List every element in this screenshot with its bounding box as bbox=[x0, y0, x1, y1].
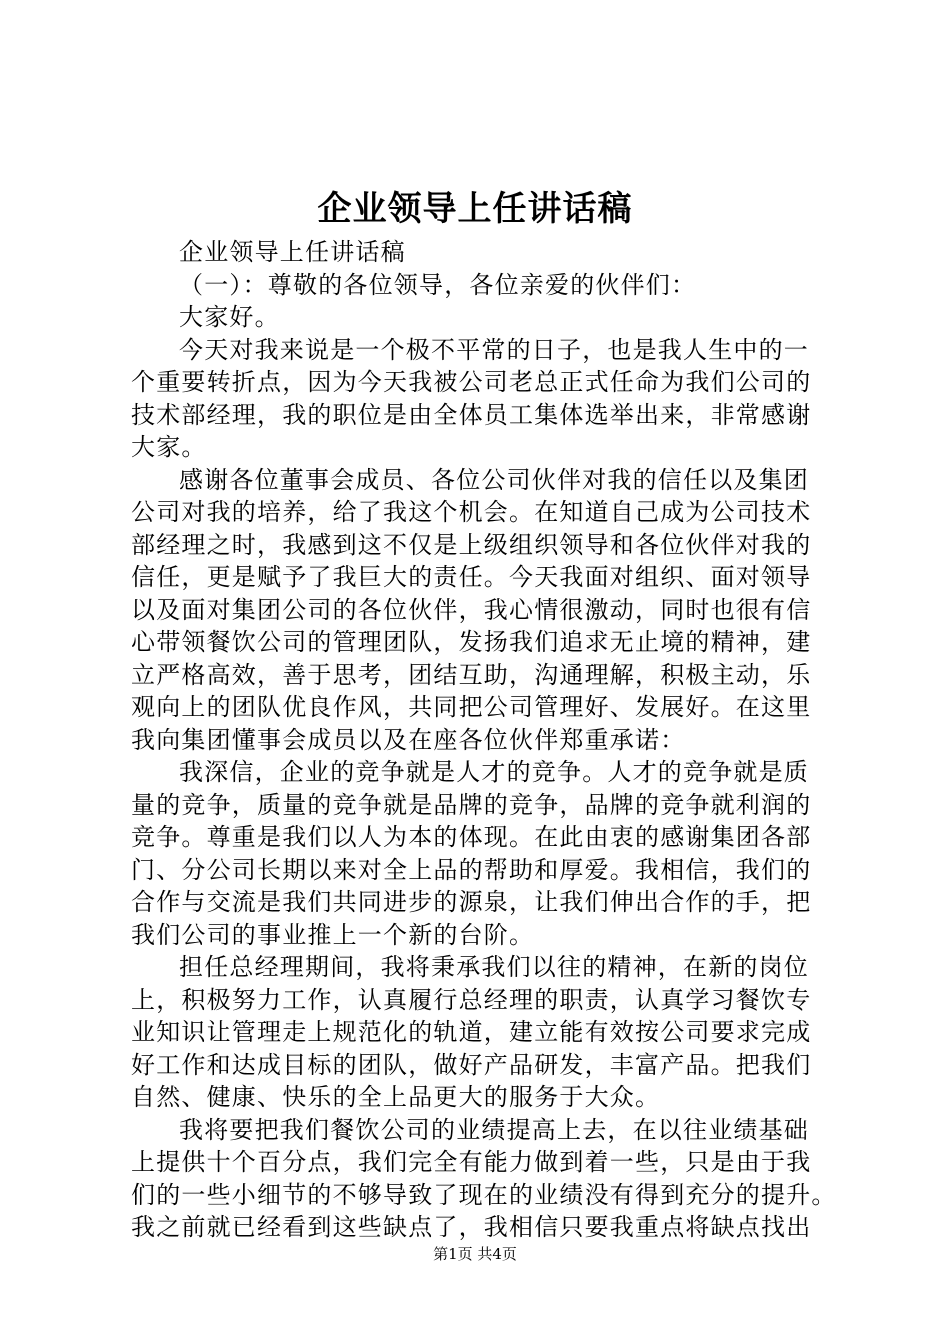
text-line: 企业领导上任讲话稿 bbox=[179, 238, 406, 266]
text-line: （一）：尊敬的各位领导，各位亲爱的伙伴们： bbox=[179, 270, 697, 299]
page-footer: 第1页 共4页 bbox=[433, 1245, 517, 1263]
text-line: 以及面对集团公司的各位伙伴，我心情很激动，同时也很有信 bbox=[131, 595, 812, 624]
text-line: 我向集团懂事会成员以及在座各位伙伴郑重承诺： bbox=[131, 725, 686, 754]
text-line: 上提供十个百分点，我们完全有能力做到着一些，只是由于我 bbox=[131, 1148, 812, 1176]
text-line: 感谢各位董事会成员、各位公司伙伴对我的信任以及集团 bbox=[179, 465, 809, 494]
text-line: 合作与交流是我们共同进步的源泉，让我们伸出合作的手，把 bbox=[131, 888, 812, 916]
text-line: 心带领餐饮公司的管理团队，发扬我们追求无止境的精神，建 bbox=[131, 628, 812, 656]
text-line: 担任总经理期间，我将秉承我们以往的精神，在新的岗位 bbox=[179, 953, 809, 981]
text-line: 上，积极努力工作，认真履行总经理的职责，认真学习餐饮专 bbox=[131, 985, 812, 1014]
text-line: 公司对我的培养，给了我这个机会。在知道自己成为公司技术 bbox=[131, 498, 812, 526]
text-line: 立严格高效，善于思考，团结互助，沟通理解，积极主动，乐 bbox=[131, 660, 812, 689]
text-line: 们的一些小细节的不够导致了现在的业绩没有得到充分的提升。 bbox=[131, 1180, 837, 1209]
body-text bbox=[131, 236, 837, 1244]
text-line: 信任，更是赋予了我巨大的责任。今天我面对组织、面对领导 bbox=[131, 563, 812, 591]
text-line: 我将要把我们餐饮公司的业绩提高上去，在以往业绩基础 bbox=[179, 1115, 809, 1144]
text-line: 个重要转折点，因为今天我被公司老总正式任命为我们公司的 bbox=[131, 368, 812, 396]
text-line: 好工作和达成目标的团队，做好产品研发，丰富产品。把我们 bbox=[131, 1050, 812, 1079]
text-line: 部经理之时，我感到这不仅是上级组织领导和各位伙伴对我的 bbox=[131, 530, 812, 559]
text-line: 大家好。 bbox=[179, 303, 280, 331]
text-line: 自然、健康、快乐的全上品更大的服务于大众。 bbox=[131, 1083, 661, 1111]
text-line: 技术部经理，我的职位是由全体员工集体选举出来，非常感谢 bbox=[131, 400, 812, 429]
text-line: 大家。 bbox=[131, 433, 207, 461]
text-line: 观向上的团队优良作风，共同把公司管理好、发展好。在这里 bbox=[131, 693, 812, 721]
text-line: 门、分公司长期以来对全上品的帮助和厚爱。我相信，我们的 bbox=[131, 855, 812, 884]
text-line: 我深信，企业的竞争就是人才的竞争。人才的竞争就是质 bbox=[179, 758, 809, 786]
page-title: 企业领导上任讲话稿 bbox=[317, 189, 633, 229]
text-line: 量的竞争，质量的竞争就是品牌的竞争，品牌的竞争就利润的 bbox=[131, 790, 812, 819]
text-line: 竞争。尊重是我们以人为本的体现。在此由衷的感谢集团各部 bbox=[131, 823, 812, 851]
text-line: 今天对我来说是一个极不平常的日子，也是我人生中的一 bbox=[179, 335, 809, 364]
text-line: 我们公司的事业推上一个新的台阶。 bbox=[131, 920, 535, 949]
text-line: 我之前就已经看到这些缺点了，我相信只要我重点将缺点找出 bbox=[131, 1213, 812, 1241]
text-line: 业知识让管理走上规范化的轨道，建立能有效按公司要求完成 bbox=[131, 1018, 812, 1046]
